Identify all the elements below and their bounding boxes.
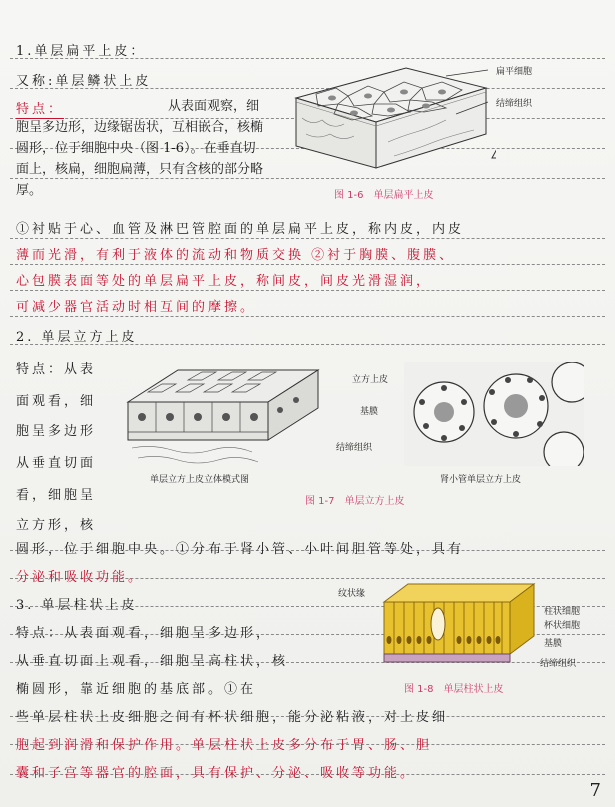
feature-label: 特点： — [16, 98, 64, 119]
feature-2-line: 面观看，细 — [16, 394, 97, 409]
heading-3: 3. 单层柱状上皮 — [16, 598, 138, 613]
feature-3-line: 从垂直切面上观看，细胞呈高柱状，核 — [16, 654, 289, 669]
renal-tubule-figure — [404, 362, 584, 466]
feature-2-line: 立方形，核 — [16, 518, 97, 533]
note-line: 囊和子宫等器官的腔面，具有保护、分泌、吸收等功能。 — [16, 766, 417, 781]
label-basement-membrane: 基膜 — [360, 407, 379, 417]
label-connective-tissue: 结缔组织 — [496, 99, 533, 109]
label-connective-tissue-2: 结缔组织 — [336, 443, 373, 453]
caption-right: 肾小管单层立方上皮 — [440, 475, 522, 485]
note-line: 薄而光滑，有利于液体的流动和物质交换 ②衬于胸膜、腹膜、 — [16, 248, 456, 263]
rule-line — [10, 316, 605, 317]
note-line: 圆形，位于细胞中央。①分布于肾小管、小叶间胆管等处，具有 — [16, 542, 465, 557]
feature-3-line: 特点：从表面观看，细胞呈多边形， — [16, 626, 273, 641]
heading-1-subtitle: 又称:单层鳞状上皮 — [16, 74, 152, 89]
rule-line — [10, 290, 605, 291]
fig-1-6-caption: 图 1-6 单层扁平上皮 — [334, 190, 434, 201]
label-basement-membrane-2: 基膜 — [544, 639, 563, 649]
feature-3-line: 椭圆形，靠近细胞的基底部。①在 — [16, 682, 257, 697]
note-line: 些单层柱状上皮细胞之间有杯状细胞，能分泌粘液，对上皮细 — [16, 710, 449, 725]
label-connective-tissue-3: 结缔组织 — [540, 659, 577, 669]
printed-excerpt-1: 从表面观察，细胞呈多边形，边缘锯齿状，互相嵌合，核椭圆形，位于细胞中央（图 1-6）。在垂直切面上，核扁，细胞扁薄，只有含核的部分略厚。 — [16, 99, 264, 198]
label-squamous-cell: 扁平细胞 — [496, 67, 533, 77]
columnar-figure — [374, 580, 540, 664]
cuboidal-3d-figure — [118, 362, 328, 466]
rule-line — [10, 264, 605, 265]
label-cuboidal: 立方上皮 — [352, 375, 389, 385]
fig-1-8-caption: 图 1-8 单层柱状上皮 — [404, 684, 504, 695]
page-number: 7 — [589, 780, 601, 801]
feature-2-line: 特点：从表 — [16, 362, 97, 377]
feature-2-line: 看，细胞呈 — [16, 488, 97, 503]
label-goblet-cell: 杯状细胞 — [544, 621, 581, 631]
label-striated-border: 纹状缘 — [338, 589, 366, 599]
heading-1: 1.单层扁平上皮： — [16, 44, 147, 59]
note-line: ①衬贴于心、血管及淋巴管腔面的单层扁平上皮，称内皮，内皮 — [16, 222, 465, 237]
note-line: 胞起到润滑和保护作用。单层柱状上皮多分布于胃、肠、胆 — [16, 738, 433, 753]
heading-2: 2. 单层立方上皮 — [16, 330, 138, 345]
caption-left: 单层立方上皮立体模式图 — [150, 475, 250, 485]
note-line: 可减少器官活动时相互间的摩擦。 — [16, 300, 257, 315]
simple-squamous-figure — [276, 58, 496, 178]
note-line: 分泌和吸收功能。 — [16, 570, 145, 585]
feature-2-line: 从垂直切面 — [16, 456, 97, 471]
feature-2-line: 胞呈多边形 — [16, 424, 97, 439]
fig-1-7-caption: 图 1-7 单层立方上皮 — [305, 496, 405, 507]
label-columnar-cell: 柱状细胞 — [544, 607, 581, 617]
rule-line — [10, 238, 605, 239]
note-line: 心包膜表面等处的单层扁平上皮，称间皮，间皮光滑湿润， — [16, 274, 433, 289]
